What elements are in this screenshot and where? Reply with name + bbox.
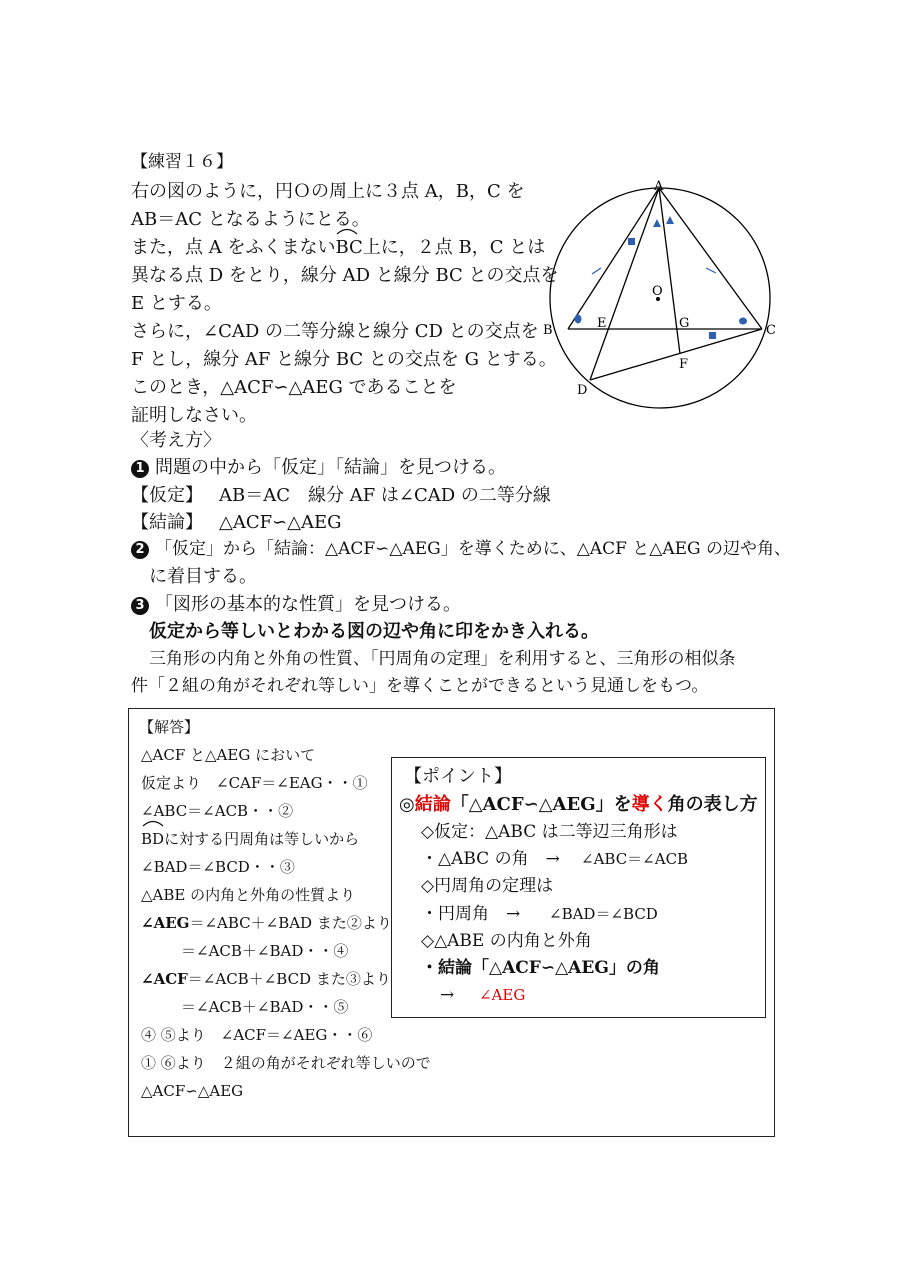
- step-2-text: 「仮定」から「結論：△ACF∽△AEG」を導くために、△ACF と△AEG の辺や角、: [155, 539, 792, 559]
- exercise-line-1: 右の図のように，円Ｏの周上に３点 A，B，C を: [131, 181, 525, 202]
- exercise-line-3b: 上に，２点 B，C とは: [362, 237, 546, 258]
- point-line-7a: →: [440, 985, 455, 1005]
- label-g: G: [679, 316, 690, 331]
- point-line-7b: ∠AEG: [479, 986, 526, 1004]
- point-title: [399, 791, 758, 818]
- point-line-6: ・結論「△ACF∽△AEG」の角: [421, 958, 660, 978]
- exercise-line-8: このとき，△ACF∽△AEG であることを: [131, 377, 457, 398]
- segment-dc: [590, 329, 762, 380]
- label-a: A: [654, 179, 664, 194]
- point-line-4a: ・円周角 →: [421, 904, 521, 924]
- step-2-line-2: に着目する。: [149, 566, 257, 587]
- step-2-number: 2: [131, 541, 149, 559]
- exercise-line-4: 異なる点 D をとり，線分 AD と線分 BC との交点を: [131, 265, 559, 286]
- para-line-2: 件「２組の角がそれぞれ等しい」を導くことができるという見通しをもつ。: [131, 676, 709, 696]
- answer-line-4: [141, 826, 359, 853]
- angle-aeg-bold: ∠AEG: [141, 914, 190, 932]
- conclusion-label: 【結論】: [131, 512, 203, 533]
- point-title-red-1: 結論: [414, 794, 451, 815]
- point-line-4b: ∠BAD＝∠BCD: [549, 905, 658, 923]
- step-1: [131, 454, 506, 481]
- step-3-text: 「図形の基本的な性質」を見つける。: [155, 594, 461, 615]
- label-e: E: [597, 316, 607, 331]
- exercise-line-3: [131, 234, 545, 261]
- geometry-figure: [540, 175, 790, 415]
- label-d: D: [577, 383, 588, 398]
- label-b: B: [543, 323, 553, 338]
- point-line-2b: ∠ABC＝∠ACB: [581, 850, 689, 868]
- answer-line-9-text: ＝∠ACB＋∠BCD また③より: [187, 970, 391, 988]
- conclusion-text: △ACF∽△AEG: [219, 512, 342, 533]
- arc-bd: [141, 826, 164, 853]
- answer-line-10: ＝∠ACB＋∠BAD・・⑤: [181, 998, 349, 1016]
- exercise-line-3a: また，点 A をふくまない: [131, 237, 336, 258]
- answer-line-5: ∠BAD＝∠BCD・・③: [141, 858, 295, 876]
- step-3: [131, 591, 461, 618]
- exercise-line-7: F とし，線分 AF と線分 BC との交点を G とする。: [131, 349, 557, 370]
- answer-line-2: 仮定より ∠CAF＝∠EAG・・①: [141, 774, 368, 792]
- thinking-heading: 〈考え方〉: [131, 430, 221, 451]
- point-line-2a: ・△ABC の角 →: [421, 849, 560, 869]
- step-3-number: 3: [131, 597, 149, 615]
- arc-bd-label: BD: [141, 830, 165, 848]
- triangle-mark-2: [666, 216, 674, 224]
- answer-line-8: ＝∠ACB＋∠BAD・・④: [181, 942, 349, 960]
- answer-heading: 【解答】: [139, 718, 200, 736]
- answer-line-4-text: に対する円周角は等しいから: [164, 830, 360, 848]
- exercise-line-6: さらに，∠CAD の二等分線と線分 CD との交点を: [131, 321, 539, 342]
- step-1-number: 1: [131, 460, 149, 478]
- point-heading: 【ポイント】: [404, 766, 512, 787]
- point-title-post: 角の表し方: [667, 794, 758, 815]
- answer-line-9: [141, 966, 391, 993]
- answer-line-1: △ACF と△AEG において: [141, 746, 316, 764]
- answer-line-3: ∠ABC＝∠ACB・・②: [141, 802, 294, 820]
- segment-ad: [590, 188, 659, 380]
- exercise-line-5: E とする。: [131, 293, 222, 314]
- triangle-mark-1: [653, 219, 661, 227]
- para-line-1: 三角形の内角と外角の性質、「円周角の定理」を利用すると、三角形の相似条: [149, 649, 736, 669]
- exercise-line-2: AB＝AC となるようにとる。: [131, 209, 370, 230]
- point-title-mid: 「△ACF∽△AEG」を: [450, 794, 632, 815]
- label-f: F: [679, 357, 689, 372]
- assumption-label: 【仮定】: [131, 485, 203, 506]
- arc-mark-icon: [141, 817, 165, 827]
- answer-line-6: △ABE の内角と外角の性質より: [141, 886, 356, 904]
- answer-line-7-text: ＝∠ABC＋∠BAD また②より: [189, 914, 392, 932]
- angle-acf-bold: ∠ACF: [141, 970, 188, 988]
- point-title-red-2: 導く: [631, 794, 668, 815]
- answer-line-12: ① ⑥より ２組の角がそれぞれ等しいので: [141, 1054, 431, 1072]
- square-mark-2: [709, 332, 716, 339]
- exercise-line-9: 証明しなさい。: [131, 405, 257, 426]
- answer-line-13: △ACF∽△AEG: [141, 1082, 244, 1100]
- tick-mark-ab: [592, 268, 601, 274]
- point-line-3: ◇円周角の定理は: [421, 876, 554, 896]
- circle-mark-c: [739, 318, 747, 325]
- tick-mark-ac: [706, 268, 716, 273]
- arc-bc: [335, 234, 362, 261]
- step-2: [131, 536, 791, 563]
- step-3-bold: 仮定から等しいとわかる図の辺や角に印をかき入れる。: [149, 621, 599, 642]
- point-line-1: ◇仮定：△ABC は二等辺三角形は: [421, 822, 678, 842]
- circle-mark-b: [575, 315, 582, 324]
- label-o: O: [652, 284, 663, 299]
- exercise-title: 【練習１６】: [131, 152, 233, 172]
- label-c: C: [766, 323, 776, 338]
- answer-line-7: [141, 910, 392, 937]
- segment-ab: [568, 188, 659, 329]
- point-line-5: ◇△ABE の内角と外角: [421, 931, 592, 951]
- arc-bc-label: BC: [335, 237, 363, 258]
- step-1-text: 問題の中から「仮定」「結論」を見つける。: [155, 457, 506, 478]
- square-mark-1: [628, 238, 635, 245]
- assumption-text: AB＝AC 線分 AF は∠CAD の二等分線: [219, 485, 551, 506]
- point-title-pre: ◎: [399, 794, 415, 815]
- arc-mark-icon: [335, 225, 359, 235]
- answer-line-11: ④ ⑤より ∠ACF＝∠AEG・・⑥: [141, 1026, 373, 1044]
